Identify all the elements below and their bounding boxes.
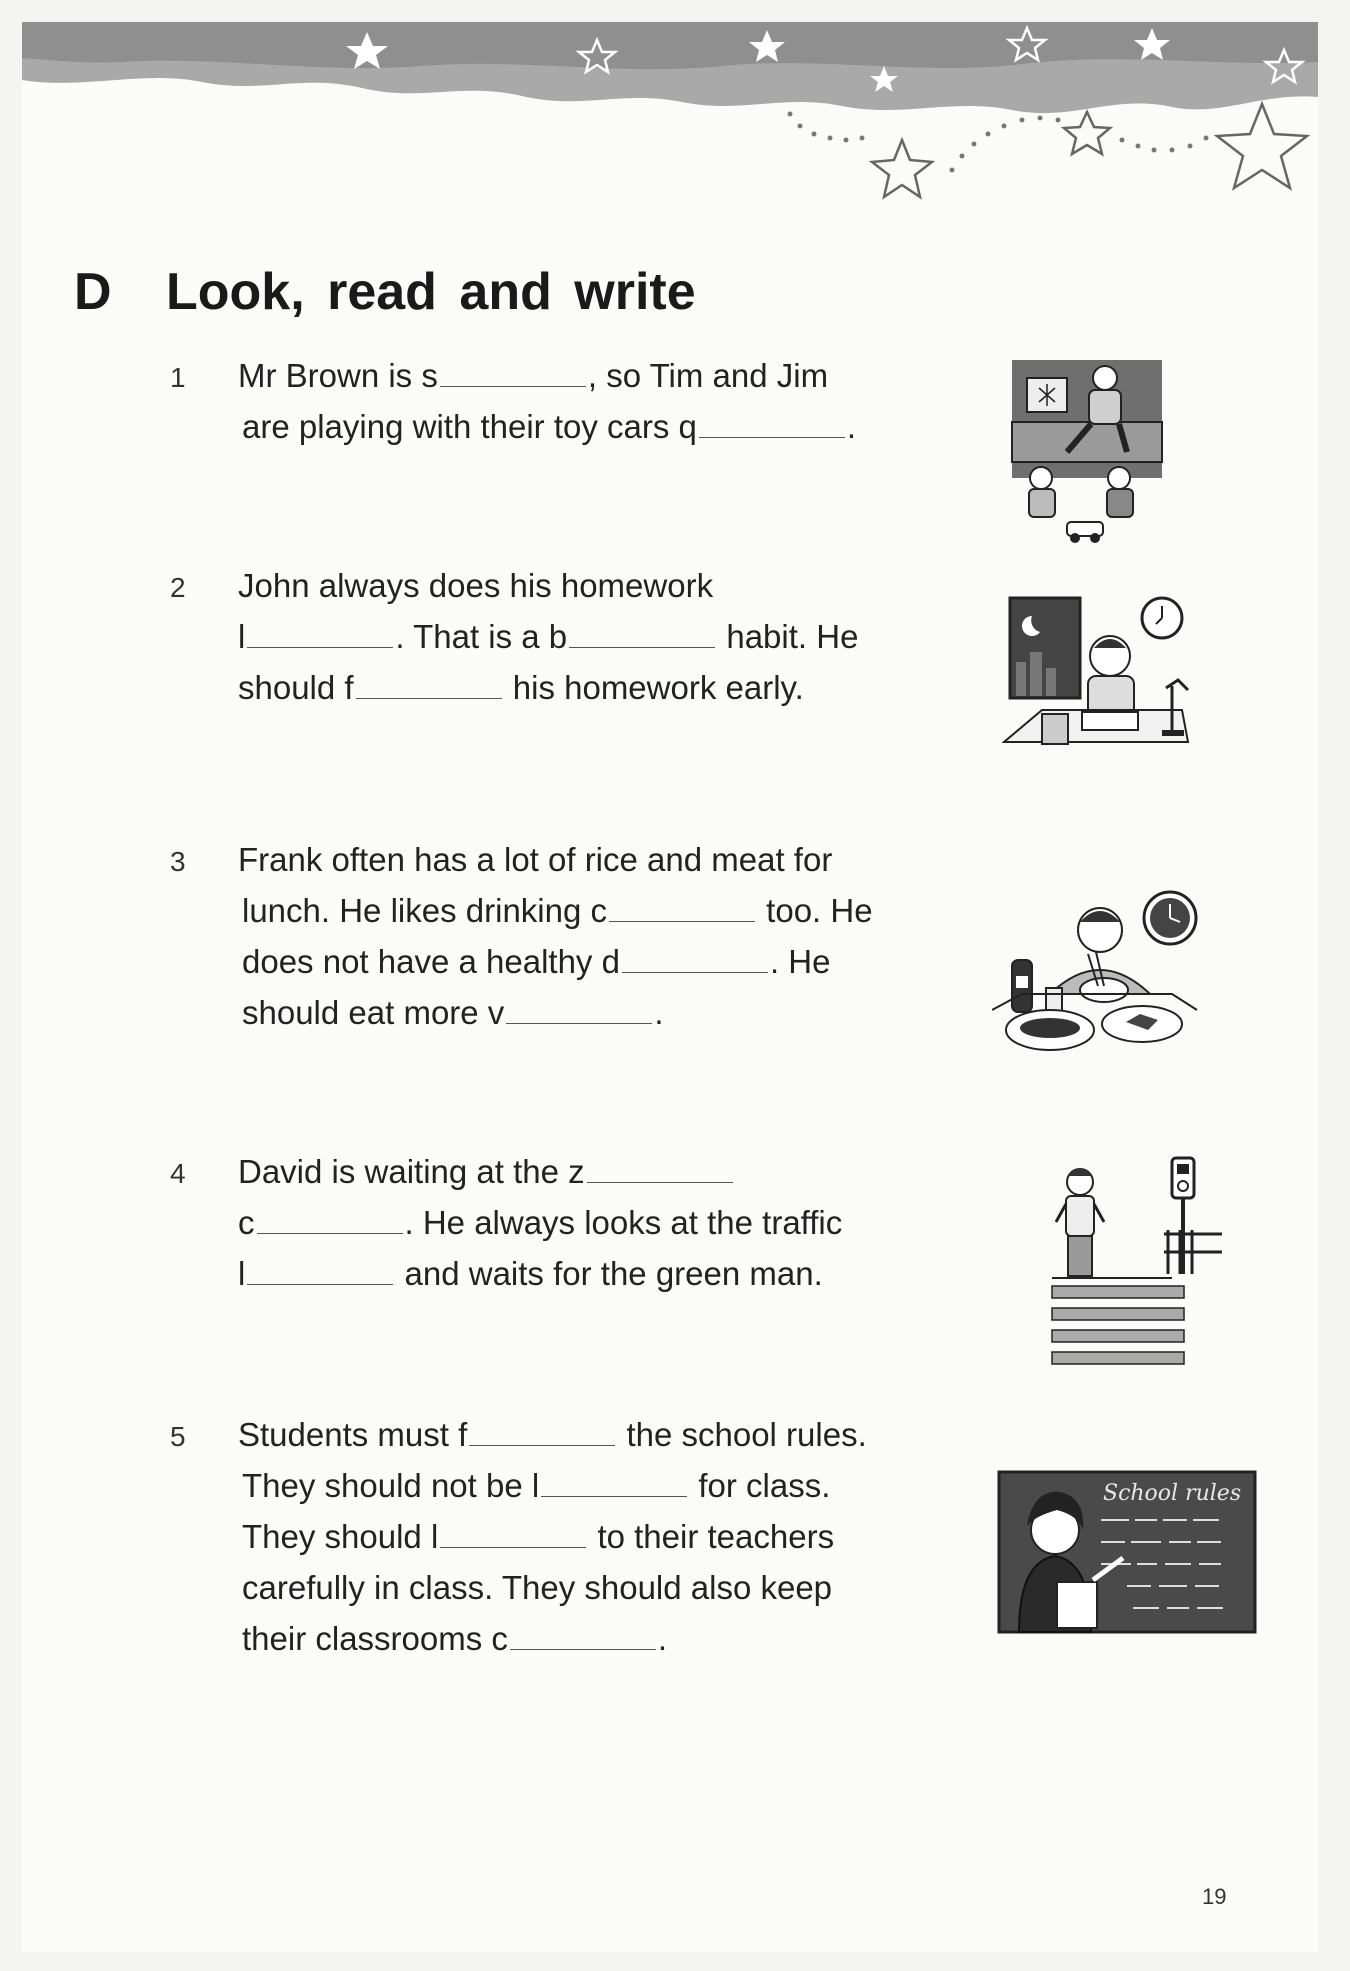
illustration-eating-lunch-icon — [992, 882, 1202, 1072]
answer-blank[interactable] — [247, 617, 393, 648]
star-banner — [22, 22, 1318, 222]
illustration-sleeping-man-icon — [1007, 352, 1167, 552]
item-line: lunch. He likes drinking c too. He — [242, 892, 873, 929]
worksheet-page — [22, 22, 1318, 1952]
item-line: Mr Brown is s , so Tim and Jim — [238, 357, 829, 394]
item-line: They should not be l for class. — [242, 1467, 831, 1504]
answer-blank[interactable] — [440, 356, 586, 387]
item-line: Frank often has a lot of rice and meat for — [238, 841, 833, 878]
illustration-school-rules-icon — [997, 1470, 1257, 1635]
item-line: l . That is a b habit. He — [238, 618, 859, 655]
answer-blank[interactable] — [257, 1203, 403, 1234]
answer-blank[interactable] — [469, 1415, 615, 1446]
answer-blank[interactable] — [506, 993, 652, 1024]
illustration-night-homework-icon — [1002, 592, 1192, 772]
page-number: 19 — [1202, 1884, 1227, 1909]
section-title: Look, read and write — [166, 263, 696, 321]
board-text: School rules — [1103, 1481, 1242, 1506]
answer-blank[interactable] — [569, 617, 715, 648]
item-line: Students must f the school rules. — [238, 1416, 867, 1453]
item-line: are playing with their toy cars q . — [242, 408, 857, 445]
answer-blank[interactable] — [587, 1152, 733, 1183]
item-number: 5 — [170, 1421, 186, 1452]
answer-blank[interactable] — [609, 891, 755, 922]
illustration-zebra-crossing-icon — [1032, 1152, 1222, 1372]
item-line: They should l to their teachers — [242, 1518, 835, 1555]
answer-blank[interactable] — [541, 1466, 687, 1497]
item-line: does not have a healthy d . He — [242, 943, 831, 980]
answer-blank[interactable] — [356, 668, 502, 699]
section-letter: D — [74, 263, 112, 321]
item-number: 2 — [170, 572, 186, 603]
section-heading — [74, 262, 696, 322]
answer-blank[interactable] — [622, 942, 768, 973]
item-line: l and waits for the green man. — [238, 1255, 823, 1292]
item-number: 3 — [170, 846, 186, 877]
item-line: David is waiting at the z — [238, 1146, 735, 1198]
item-line: c . He always looks at the traffic — [238, 1204, 843, 1241]
answer-blank[interactable] — [699, 407, 845, 438]
answer-blank[interactable] — [247, 1254, 393, 1285]
item-line: their classrooms c . — [242, 1620, 668, 1657]
item-line: should eat more v . — [242, 994, 664, 1031]
item-number: 4 — [170, 1158, 186, 1189]
answer-blank[interactable] — [510, 1619, 656, 1650]
item-line: John always does his homework — [238, 567, 714, 604]
item-line: carefully in class. They should also keep — [242, 1569, 833, 1606]
item-line: should f his homework early. — [238, 669, 804, 706]
item-number: 1 — [170, 362, 186, 393]
answer-blank[interactable] — [440, 1517, 586, 1548]
